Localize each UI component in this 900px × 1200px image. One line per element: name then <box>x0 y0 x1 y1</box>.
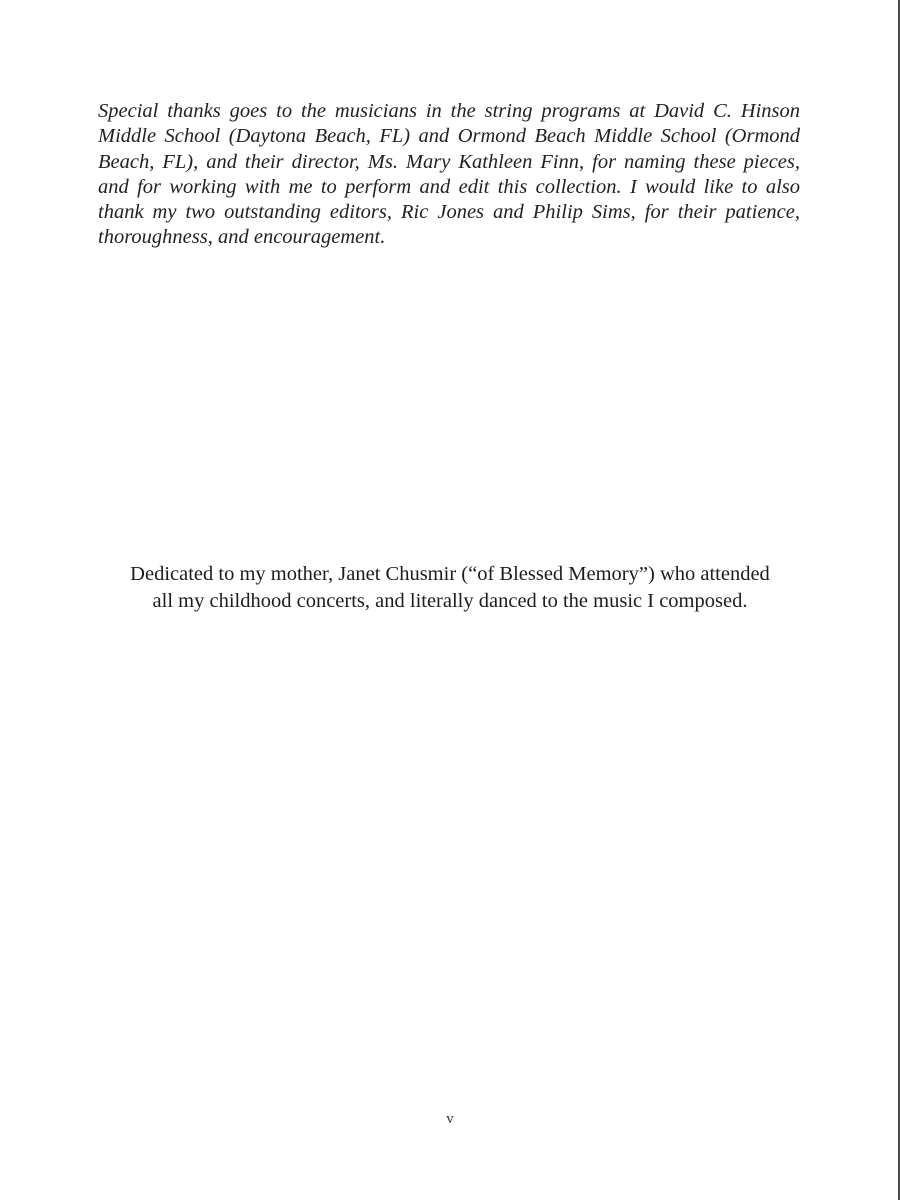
acknowledgement-paragraph: Special thanks goes to the musicians in the string programs at David C. Hinson Middle School (Daytona Beach, FL) and Ormond Beach Middle School (Ormond Beach, FL), and their director, Ms. Mary Kathleen Finn, for naming these pieces, and for working with me to perform and edit this collection. I would like to also thank my two outstanding editors, Ric Jones and Philip Sims, for their patience, thoroughness, and encouragement. <box>98 100 800 249</box>
dedication-line-1: Dedicated to my mother, Janet Chusmir (“of Blessed Memory”) who attended <box>130 563 770 585</box>
dedication-line-2: all my childhood concerts, and literally danced to the music I composed. <box>152 590 748 612</box>
page-number: v <box>446 1111 454 1127</box>
dedication-paragraph <box>90 561 810 615</box>
